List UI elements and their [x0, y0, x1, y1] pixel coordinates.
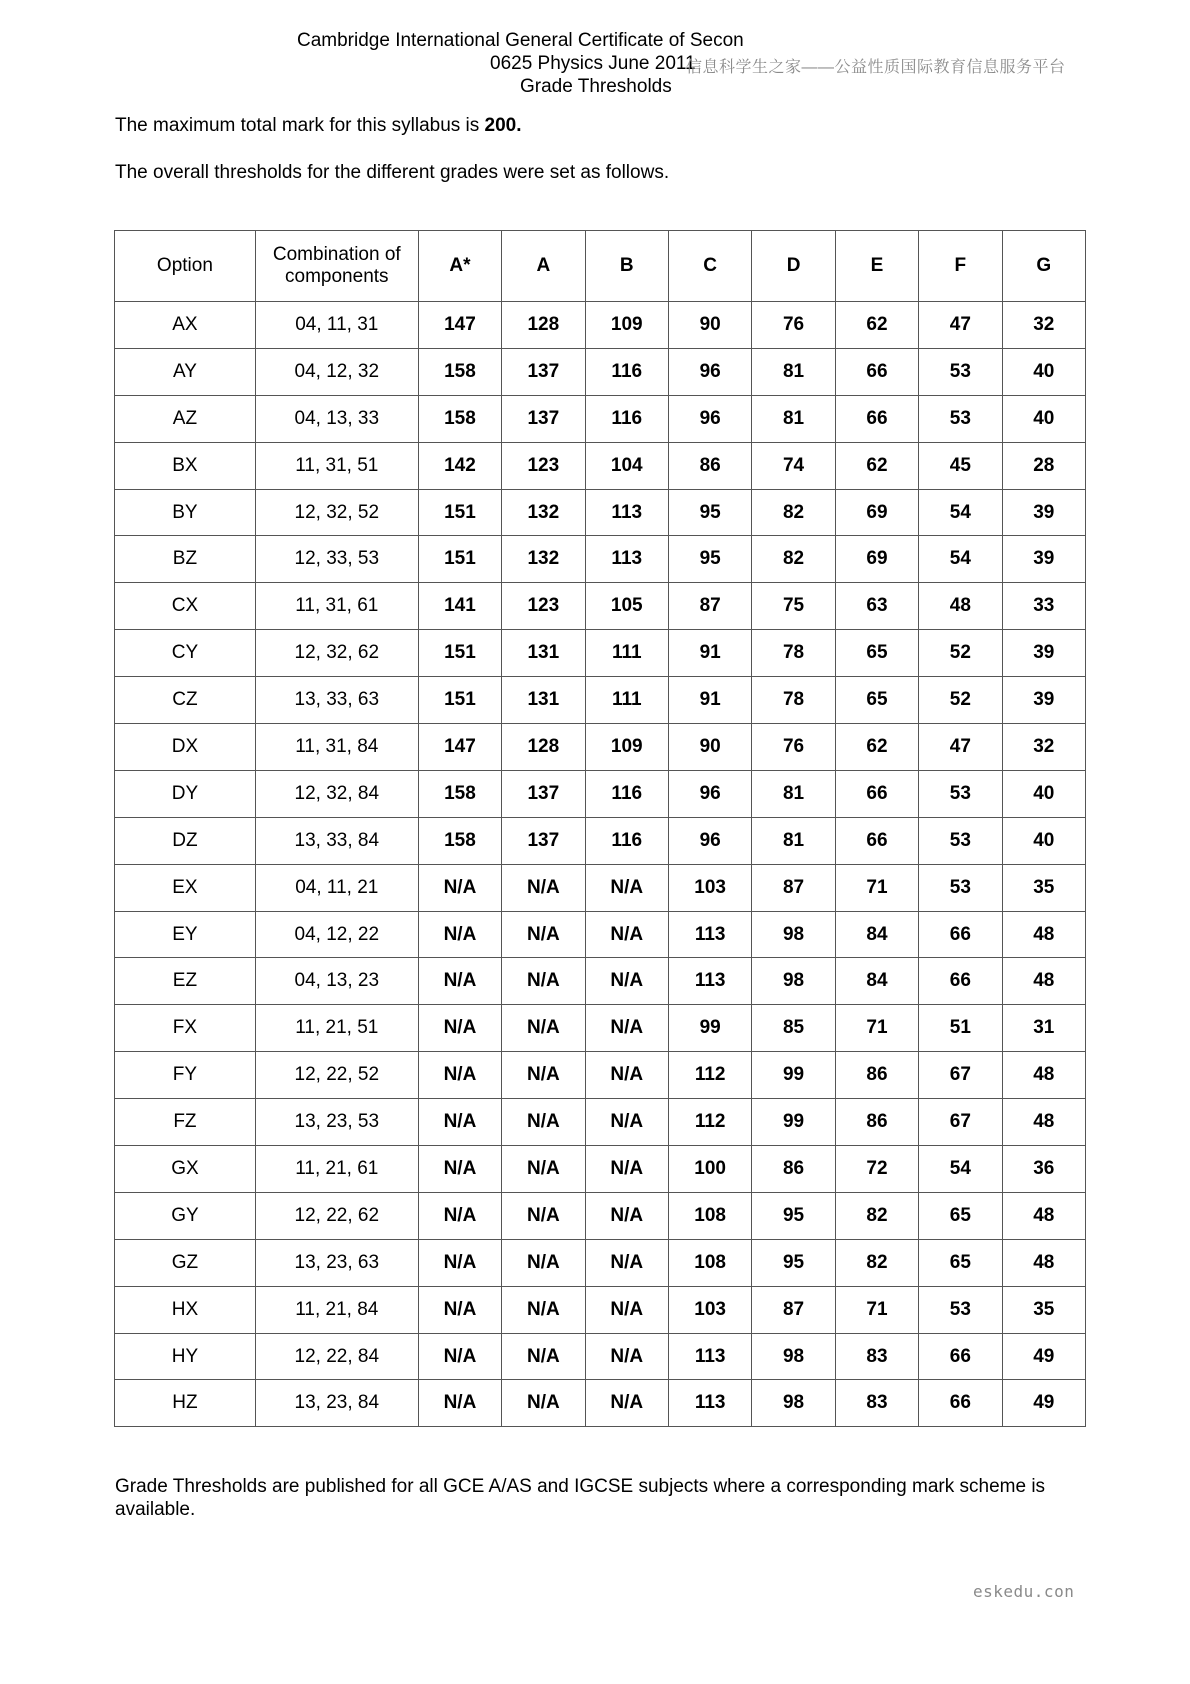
- components-cell: 04, 11, 31: [255, 302, 418, 349]
- threshold-cell: 69: [835, 536, 918, 583]
- threshold-cell: 81: [752, 348, 835, 395]
- threshold-cell: N/A: [418, 1005, 501, 1052]
- threshold-cell: 66: [835, 817, 918, 864]
- column-header: F: [919, 231, 1002, 302]
- threshold-cell: 87: [752, 864, 835, 911]
- option-cell: BY: [115, 489, 256, 536]
- threshold-cell: 53: [919, 1286, 1002, 1333]
- threshold-cell: 86: [668, 442, 751, 489]
- threshold-cell: 98: [752, 958, 835, 1005]
- column-header: E: [835, 231, 918, 302]
- threshold-cell: 103: [668, 864, 751, 911]
- threshold-cell: 90: [668, 724, 751, 771]
- threshold-cell: 53: [919, 817, 1002, 864]
- table-row: [115, 864, 1086, 911]
- threshold-cell: 66: [919, 1380, 1002, 1427]
- option-cell: AX: [115, 302, 256, 349]
- threshold-cell: 81: [752, 395, 835, 442]
- threshold-cell: N/A: [418, 1380, 501, 1427]
- table-row: [115, 958, 1086, 1005]
- threshold-cell: 81: [752, 770, 835, 817]
- threshold-cell: 137: [502, 395, 585, 442]
- max-mark-value: 200.: [484, 115, 522, 136]
- components-cell: 04, 12, 22: [255, 911, 418, 958]
- threshold-cell: 78: [752, 677, 835, 724]
- threshold-cell: 116: [585, 770, 668, 817]
- threshold-cell: 132: [502, 489, 585, 536]
- threshold-cell: 112: [668, 1052, 751, 1099]
- components-cell: 12, 32, 52: [255, 489, 418, 536]
- column-header: G: [1002, 231, 1085, 302]
- table-row: [115, 395, 1086, 442]
- threshold-cell: 62: [835, 302, 918, 349]
- threshold-cell: 123: [502, 442, 585, 489]
- column-header: Combination of components: [255, 231, 418, 302]
- option-cell: EZ: [115, 958, 256, 1005]
- threshold-cell: 39: [1002, 677, 1085, 724]
- threshold-cell: 98: [752, 911, 835, 958]
- threshold-cell: 116: [585, 395, 668, 442]
- threshold-cell: 96: [668, 817, 751, 864]
- table-row: [115, 1239, 1086, 1286]
- threshold-cell: 90: [668, 302, 751, 349]
- table-header-row: [115, 231, 1086, 302]
- threshold-cell: 54: [919, 1146, 1002, 1193]
- option-cell: FY: [115, 1052, 256, 1099]
- threshold-cell: 91: [668, 677, 751, 724]
- table-row: [115, 1333, 1086, 1380]
- components-cell: 12, 32, 84: [255, 770, 418, 817]
- threshold-cell: 128: [502, 724, 585, 771]
- threshold-cell: 47: [919, 724, 1002, 771]
- threshold-cell: 81: [752, 817, 835, 864]
- table-row: [115, 1099, 1086, 1146]
- threshold-cell: N/A: [502, 1333, 585, 1380]
- threshold-cell: 39: [1002, 536, 1085, 583]
- document-heading: Grade Thresholds: [520, 76, 672, 97]
- table-row: [115, 1380, 1086, 1427]
- threshold-cell: 52: [919, 630, 1002, 677]
- threshold-cell: 132: [502, 536, 585, 583]
- threshold-cell: 111: [585, 630, 668, 677]
- threshold-cell: 84: [835, 911, 918, 958]
- threshold-cell: 53: [919, 348, 1002, 395]
- threshold-cell: 96: [668, 770, 751, 817]
- threshold-cell: 32: [1002, 302, 1085, 349]
- components-cell: 11, 21, 61: [255, 1146, 418, 1193]
- threshold-cell: N/A: [502, 958, 585, 1005]
- threshold-cell: 141: [418, 583, 501, 630]
- threshold-cell: 158: [418, 770, 501, 817]
- threshold-cell: N/A: [502, 911, 585, 958]
- table-row: [115, 536, 1086, 583]
- threshold-cell: 82: [752, 536, 835, 583]
- threshold-cell: 74: [752, 442, 835, 489]
- components-cell: 12, 22, 84: [255, 1333, 418, 1380]
- components-cell: 04, 13, 23: [255, 958, 418, 1005]
- threshold-cell: N/A: [502, 1380, 585, 1427]
- threshold-cell: 65: [919, 1192, 1002, 1239]
- threshold-cell: 104: [585, 442, 668, 489]
- threshold-cell: N/A: [585, 1286, 668, 1333]
- table-row: [115, 348, 1086, 395]
- option-cell: BZ: [115, 536, 256, 583]
- table-row: [115, 1052, 1086, 1099]
- threshold-cell: 82: [752, 489, 835, 536]
- option-cell: BX: [115, 442, 256, 489]
- threshold-cell: N/A: [418, 864, 501, 911]
- threshold-cell: 131: [502, 677, 585, 724]
- threshold-cell: 137: [502, 348, 585, 395]
- threshold-cell: 40: [1002, 817, 1085, 864]
- threshold-cell: 96: [668, 348, 751, 395]
- column-header: A*: [418, 231, 501, 302]
- threshold-cell: 65: [919, 1239, 1002, 1286]
- threshold-cell: N/A: [502, 1099, 585, 1146]
- threshold-cell: 48: [1002, 1052, 1085, 1099]
- threshold-cell: 36: [1002, 1146, 1085, 1193]
- threshold-cell: 99: [752, 1052, 835, 1099]
- option-cell: CZ: [115, 677, 256, 724]
- threshold-cell: 128: [502, 302, 585, 349]
- threshold-cell: 95: [752, 1239, 835, 1286]
- threshold-cell: 76: [752, 724, 835, 771]
- components-cell: 13, 23, 63: [255, 1239, 418, 1286]
- threshold-cell: N/A: [585, 1052, 668, 1099]
- threshold-cell: 65: [835, 677, 918, 724]
- threshold-cell: 151: [418, 536, 501, 583]
- threshold-cell: 113: [668, 911, 751, 958]
- threshold-cell: 66: [835, 348, 918, 395]
- threshold-cell: 71: [835, 1005, 918, 1052]
- option-cell: FX: [115, 1005, 256, 1052]
- threshold-cell: 158: [418, 817, 501, 864]
- threshold-cell: 48: [1002, 1192, 1085, 1239]
- threshold-cell: N/A: [585, 1146, 668, 1193]
- threshold-cell: 147: [418, 724, 501, 771]
- threshold-cell: N/A: [585, 864, 668, 911]
- threshold-cell: 109: [585, 302, 668, 349]
- option-cell: DZ: [115, 817, 256, 864]
- threshold-cell: 142: [418, 442, 501, 489]
- threshold-cell: 65: [835, 630, 918, 677]
- threshold-cell: 66: [919, 911, 1002, 958]
- threshold-cell: 72: [835, 1146, 918, 1193]
- table-row: [115, 724, 1086, 771]
- threshold-cell: 67: [919, 1052, 1002, 1099]
- threshold-cell: 109: [585, 724, 668, 771]
- option-cell: HX: [115, 1286, 256, 1333]
- threshold-cell: 100: [668, 1146, 751, 1193]
- threshold-cell: N/A: [585, 1333, 668, 1380]
- option-cell: DY: [115, 770, 256, 817]
- threshold-cell: N/A: [585, 1005, 668, 1052]
- threshold-cell: 28: [1002, 442, 1085, 489]
- threshold-cell: N/A: [418, 1239, 501, 1286]
- threshold-cell: 113: [668, 1380, 751, 1427]
- components-cell: 12, 22, 62: [255, 1192, 418, 1239]
- threshold-cell: 48: [1002, 1239, 1085, 1286]
- max-mark-statement: [115, 114, 522, 137]
- components-cell: 11, 31, 61: [255, 583, 418, 630]
- threshold-cell: 62: [835, 724, 918, 771]
- components-cell: 04, 12, 32: [255, 348, 418, 395]
- threshold-cell: 98: [752, 1380, 835, 1427]
- threshold-cell: 53: [919, 770, 1002, 817]
- threshold-cell: N/A: [418, 1286, 501, 1333]
- threshold-cell: N/A: [585, 1099, 668, 1146]
- threshold-cell: 91: [668, 630, 751, 677]
- option-cell: GX: [115, 1146, 256, 1193]
- table-row: [115, 911, 1086, 958]
- threshold-cell: 113: [585, 489, 668, 536]
- threshold-cell: 66: [919, 1333, 1002, 1380]
- threshold-cell: 48: [1002, 911, 1085, 958]
- threshold-cell: 71: [835, 1286, 918, 1333]
- threshold-cell: N/A: [418, 1192, 501, 1239]
- option-cell: FZ: [115, 1099, 256, 1146]
- components-cell: 04, 13, 33: [255, 395, 418, 442]
- threshold-cell: N/A: [418, 1052, 501, 1099]
- threshold-cell: 86: [835, 1052, 918, 1099]
- threshold-cell: 40: [1002, 348, 1085, 395]
- components-cell: 11, 21, 51: [255, 1005, 418, 1052]
- table-row: [115, 1146, 1086, 1193]
- threshold-cell: 105: [585, 583, 668, 630]
- threshold-cell: 78: [752, 630, 835, 677]
- table-row: [115, 817, 1086, 864]
- components-cell: 13, 23, 84: [255, 1380, 418, 1427]
- threshold-cell: 87: [668, 583, 751, 630]
- table-row: [115, 489, 1086, 536]
- threshold-cell: 131: [502, 630, 585, 677]
- grade-thresholds-table: [114, 230, 1086, 1427]
- option-cell: GZ: [115, 1239, 256, 1286]
- threshold-cell: N/A: [418, 1099, 501, 1146]
- threshold-cell: 99: [752, 1099, 835, 1146]
- threshold-cell: 75: [752, 583, 835, 630]
- column-header: B: [585, 231, 668, 302]
- threshold-cell: 116: [585, 348, 668, 395]
- table-row: [115, 1192, 1086, 1239]
- threshold-cell: 40: [1002, 395, 1085, 442]
- threshold-cell: 103: [668, 1286, 751, 1333]
- option-cell: AZ: [115, 395, 256, 442]
- threshold-cell: 49: [1002, 1380, 1085, 1427]
- threshold-cell: 39: [1002, 489, 1085, 536]
- threshold-cell: 67: [919, 1099, 1002, 1146]
- threshold-cell: N/A: [502, 1005, 585, 1052]
- threshold-cell: 48: [919, 583, 1002, 630]
- components-cell: 13, 33, 63: [255, 677, 418, 724]
- threshold-cell: N/A: [502, 1146, 585, 1193]
- threshold-cell: 66: [835, 395, 918, 442]
- option-cell: EX: [115, 864, 256, 911]
- column-header: D: [752, 231, 835, 302]
- threshold-cell: 137: [502, 770, 585, 817]
- threshold-cell: 62: [835, 442, 918, 489]
- threshold-cell: 76: [752, 302, 835, 349]
- option-cell: DX: [115, 724, 256, 771]
- threshold-cell: 151: [418, 489, 501, 536]
- option-cell: CY: [115, 630, 256, 677]
- threshold-cell: 82: [835, 1239, 918, 1286]
- threshold-cell: N/A: [502, 864, 585, 911]
- threshold-cell: 63: [835, 583, 918, 630]
- threshold-cell: 45: [919, 442, 1002, 489]
- threshold-cell: 108: [668, 1239, 751, 1286]
- table-row: [115, 1005, 1086, 1052]
- threshold-cell: 108: [668, 1192, 751, 1239]
- threshold-cell: 83: [835, 1333, 918, 1380]
- threshold-cell: 116: [585, 817, 668, 864]
- threshold-cell: 113: [585, 536, 668, 583]
- threshold-cell: 48: [1002, 958, 1085, 1005]
- thresholds-statement: The overall thresholds for the different grades were set as follows.: [115, 162, 670, 183]
- threshold-cell: N/A: [585, 911, 668, 958]
- threshold-cell: 98: [752, 1333, 835, 1380]
- option-cell: GY: [115, 1192, 256, 1239]
- threshold-cell: N/A: [418, 958, 501, 1005]
- threshold-cell: 123: [502, 583, 585, 630]
- threshold-cell: 54: [919, 489, 1002, 536]
- threshold-cell: N/A: [585, 958, 668, 1005]
- table-row: [115, 630, 1086, 677]
- threshold-cell: 113: [668, 1333, 751, 1380]
- threshold-cell: 31: [1002, 1005, 1085, 1052]
- threshold-cell: N/A: [585, 1239, 668, 1286]
- max-mark-text: The maximum total mark for this syllabus is: [115, 115, 485, 136]
- threshold-cell: 54: [919, 536, 1002, 583]
- components-cell: 12, 22, 52: [255, 1052, 418, 1099]
- threshold-cell: 32: [1002, 724, 1085, 771]
- table-row: [115, 677, 1086, 724]
- threshold-cell: 53: [919, 864, 1002, 911]
- threshold-cell: 47: [919, 302, 1002, 349]
- threshold-cell: 96: [668, 395, 751, 442]
- threshold-cell: 86: [835, 1099, 918, 1146]
- threshold-cell: 158: [418, 348, 501, 395]
- threshold-cell: 69: [835, 489, 918, 536]
- threshold-cell: 53: [919, 395, 1002, 442]
- table-row: [115, 583, 1086, 630]
- threshold-cell: 95: [668, 536, 751, 583]
- threshold-cell: 95: [668, 489, 751, 536]
- threshold-cell: N/A: [502, 1239, 585, 1286]
- table-row: [115, 442, 1086, 489]
- threshold-cell: N/A: [502, 1286, 585, 1333]
- threshold-cell: 66: [919, 958, 1002, 1005]
- threshold-cell: 158: [418, 395, 501, 442]
- table-row: [115, 302, 1086, 349]
- option-cell: CX: [115, 583, 256, 630]
- components-cell: 11, 31, 51: [255, 442, 418, 489]
- option-cell: EY: [115, 911, 256, 958]
- threshold-cell: 48: [1002, 1099, 1085, 1146]
- option-cell: AY: [115, 348, 256, 395]
- threshold-cell: 112: [668, 1099, 751, 1146]
- threshold-cell: 35: [1002, 1286, 1085, 1333]
- threshold-cell: 83: [835, 1380, 918, 1427]
- threshold-cell: 71: [835, 864, 918, 911]
- threshold-cell: N/A: [418, 911, 501, 958]
- threshold-cell: N/A: [418, 1146, 501, 1193]
- threshold-cell: 111: [585, 677, 668, 724]
- components-cell: 11, 21, 84: [255, 1286, 418, 1333]
- components-cell: 13, 23, 53: [255, 1099, 418, 1146]
- document-subtitle: 0625 Physics June 2011: [490, 53, 696, 74]
- table-row: [115, 1286, 1086, 1333]
- threshold-cell: 33: [1002, 583, 1085, 630]
- threshold-cell: 35: [1002, 864, 1085, 911]
- column-header: A: [502, 231, 585, 302]
- threshold-cell: N/A: [502, 1052, 585, 1099]
- threshold-cell: 99: [668, 1005, 751, 1052]
- threshold-cell: 51: [919, 1005, 1002, 1052]
- threshold-cell: 49: [1002, 1333, 1085, 1380]
- components-cell: 11, 31, 84: [255, 724, 418, 771]
- threshold-cell: 85: [752, 1005, 835, 1052]
- column-header: C: [668, 231, 751, 302]
- watermark-bottom: eskedu.con: [973, 1582, 1075, 1601]
- components-cell: 13, 33, 84: [255, 817, 418, 864]
- option-cell: HZ: [115, 1380, 256, 1427]
- threshold-cell: 52: [919, 677, 1002, 724]
- option-cell: HY: [115, 1333, 256, 1380]
- threshold-cell: N/A: [585, 1380, 668, 1427]
- document-title: Cambridge International General Certificate of Secon: [297, 30, 744, 51]
- threshold-cell: N/A: [502, 1192, 585, 1239]
- threshold-cell: 66: [835, 770, 918, 817]
- threshold-cell: 113: [668, 958, 751, 1005]
- threshold-cell: 86: [752, 1146, 835, 1193]
- threshold-cell: N/A: [585, 1192, 668, 1239]
- threshold-cell: 84: [835, 958, 918, 1005]
- threshold-cell: 82: [835, 1192, 918, 1239]
- threshold-cell: 151: [418, 630, 501, 677]
- threshold-cell: 151: [418, 677, 501, 724]
- components-cell: 12, 32, 62: [255, 630, 418, 677]
- threshold-cell: 95: [752, 1192, 835, 1239]
- threshold-cell: 137: [502, 817, 585, 864]
- footer-note: Grade Thresholds are published for all GCE A/AS and IGCSE subjects where a corresponding mark scheme is available.: [115, 1476, 1046, 1520]
- column-header: Option: [115, 231, 256, 302]
- threshold-cell: N/A: [418, 1333, 501, 1380]
- watermark-top: 信息科学生之家——公益性质国际教育信息服务平台: [686, 59, 1066, 76]
- threshold-cell: 40: [1002, 770, 1085, 817]
- components-cell: 04, 11, 21: [255, 864, 418, 911]
- threshold-cell: 147: [418, 302, 501, 349]
- threshold-cell: 87: [752, 1286, 835, 1333]
- threshold-cell: 39: [1002, 630, 1085, 677]
- table-row: [115, 770, 1086, 817]
- components-cell: 12, 33, 53: [255, 536, 418, 583]
